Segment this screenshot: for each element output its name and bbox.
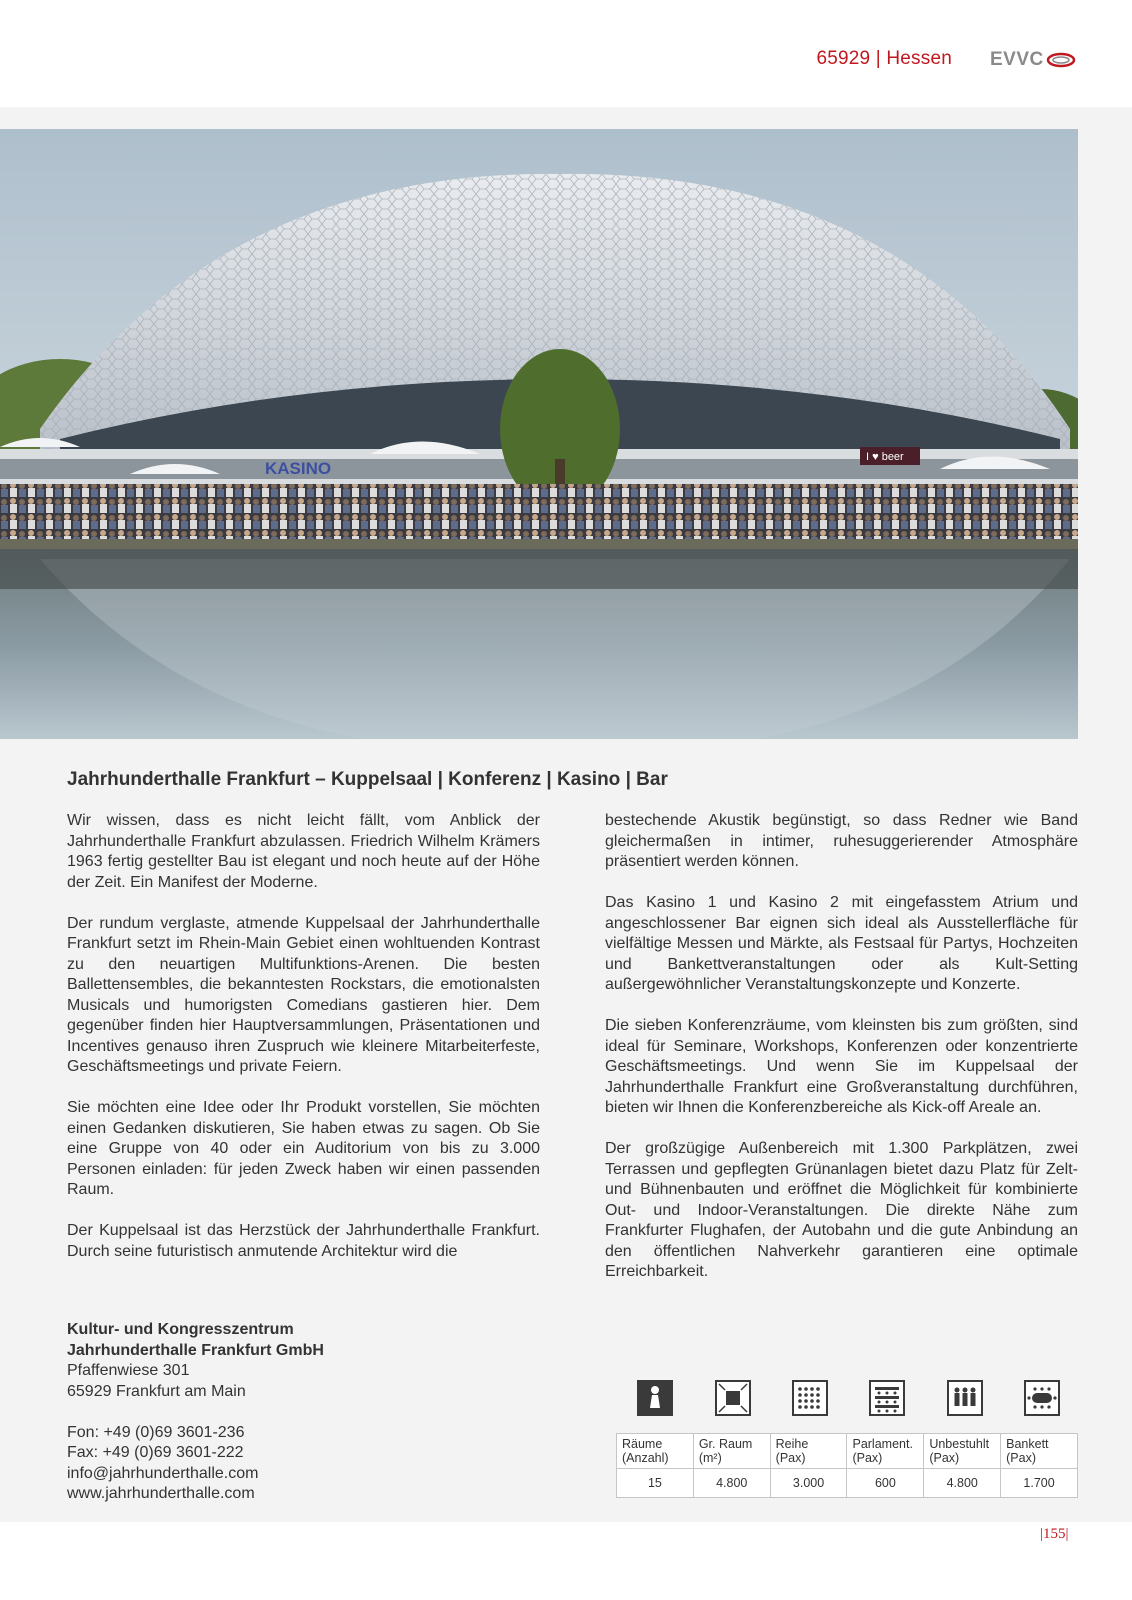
capacity-header-row (617, 1434, 1078, 1469)
header-cell: Bankett (Pax) (1001, 1434, 1078, 1469)
row-seating-icon (792, 1380, 828, 1416)
paragraph: Das Kasino 1 und Kasino 2 mit eingefasstem Atrium und angeschlossener Bar eignen sich ideal als Ausstellerfläche für vielfältige Messen und Märkte, als Festsaal für Partys, Hochzeiten und Bankettveranstaltungen oder als Kult-Setting außergewöhnlicher Veranstaltungskonzepte und Konzerte. (605, 894, 1078, 993)
region-label: 65929 | Hessen (816, 48, 952, 69)
paragraph: bestechende Akustik begünstigt, so dass Redner wie Band gleichermaßen in intimer, ruhesuggerierender Atmosphäre präsentiert werden können. (605, 812, 1078, 870)
capacity-value-row (617, 1469, 1078, 1498)
parliament-seating-icon (869, 1380, 905, 1416)
header-cell: Parlament. (Pax) (847, 1434, 924, 1469)
text-column-right (605, 811, 1078, 1303)
article-title: Jahrhunderthalle Frankfurt – Kuppelsaal | Konferenz | Kasino | Bar (67, 769, 668, 790)
capacity-table (616, 1433, 1078, 1498)
value-cell: 4.800 (924, 1469, 1001, 1498)
contact-block (67, 1320, 324, 1505)
value-cell: 4.800 (693, 1469, 770, 1498)
street: Pfaffenwiese 301 (67, 1362, 190, 1379)
org-name-line2: Jahrhunderthalle Frankfurt GmbH (67, 1341, 324, 1359)
banquet-icon (1024, 1380, 1060, 1416)
value-cell: 3.000 (770, 1469, 847, 1498)
paragraph: Sie möchten eine Idee oder Ihr Produkt vorstellen, Sie möchten einen Gedanken diskutieren, Sie haben etwas zu sagen. Ob Sie eine Gruppe von 40 oder ein Auditorium von bis zu 3.000 Personen einladen: für jeden Zweck haben wir einen passenden Raum. (67, 1099, 540, 1198)
value-cell: 15 (617, 1469, 694, 1498)
logo-swoosh-icon (1046, 52, 1076, 68)
logo-text: EVVC (990, 49, 1044, 70)
text-column-left (67, 811, 540, 1283)
value-cell: 600 (847, 1469, 924, 1498)
fax: Fax: +49 (0)69 3601-222 (67, 1444, 244, 1461)
kasino-sign: KASINO (265, 459, 332, 478)
capacity-icons (617, 1380, 1077, 1420)
email-link[interactable]: info@jahrhunderthalle.com (67, 1464, 259, 1482)
evvc-logo (990, 49, 1044, 71)
city: 65929 Frankfurt am Main (67, 1382, 246, 1400)
beer-sign: I ♥ beer (866, 451, 904, 463)
jahrhunderthalle-photo (0, 129, 1078, 739)
website-link[interactable]: www.jahrhunderthalle.com (67, 1485, 255, 1502)
paragraph: Der rundum verglaste, atmende Kuppelsaal der Jahrhunderthalle Frankfurt setzt im Rhein-Main Gebiet einen wohltuenden Kontrast zu den neuartigen Multifunktions-Arenen. Die besten Ballettensembles, die bekanntesten Rockstars, die emotionalsten Musicals und humorigsten Comedians gastieren hier. Dem gegenüber finden hier Hauptversammlungen, Präsentationen und Incentives genauso ihren Zuspruch wie kleinere Mitarbeiterfeste, Geschäftsmeetings und private Feiern. (67, 914, 540, 1075)
standing-icon (947, 1380, 983, 1416)
page-number: |155| (1040, 1526, 1069, 1542)
org-name-line1: Kultur- und Kongresszentrum (67, 1321, 294, 1338)
phone: Fon: +49 (0)69 3601-236 (67, 1423, 245, 1441)
header-cell: Reihe (Pax) (770, 1434, 847, 1469)
largest-room-icon (715, 1380, 751, 1416)
paragraph: Der Kuppelsaal ist das Herzstück der Jahrhunderthalle Frankfurt. Durch seine futuristisch anmutende Architektur wird die (67, 1222, 540, 1260)
value-cell: 1.700 (1001, 1469, 1078, 1498)
paragraph: Der großzügige Außenbereich mit 1.300 Parkplätzen, zwei Terrassen und gepflegten Grünanlagen bietet dazu Platz für Zelt- und Bühnenbauten und eröffnet die Möglichkeit für kombinierte Out- und Indoor-Veranstaltungen. Die direkte Nähe zum Frankfurter Flughafen, der Autobahn und die gute Anbindung an den öffentlichen Nahverkehr garantieren eine optimale Erreichbarkeit. (605, 1140, 1078, 1280)
header-cell: Räume (Anzahl) (617, 1434, 694, 1469)
paragraph: Die sieben Konferenzräume, vom kleinsten bis zum größten, sind ideal für Seminare, Workshops, Konferenzen oder konzentrierte Geschäftsmeetings. Und wenn Sie im Kuppelsaal der Jahrhunderthalle Frankfurt eine Großveranstaltung durchführen, bieten wir Ihnen die Konferenzbereiche als Kick-off Areale an. (605, 1017, 1078, 1116)
header-cell: Unbestuhlt (Pax) (924, 1434, 1001, 1469)
header-cell: Gr. Raum (m²) (693, 1434, 770, 1469)
paragraph: Wir wissen, dass es nicht leicht fällt, vom Anblick der Jahrhunderthalle Frankfurt abzulassen. Friedrich Wilhelm Krämers 1963 fertig gestellter Bau ist elegant und noch heute auf der Höhe der Zeit. Ein Manifest der Moderne. (67, 812, 540, 891)
page-header (0, 0, 1132, 107)
hero-photo (0, 129, 1078, 739)
rooms-icon (637, 1380, 673, 1416)
